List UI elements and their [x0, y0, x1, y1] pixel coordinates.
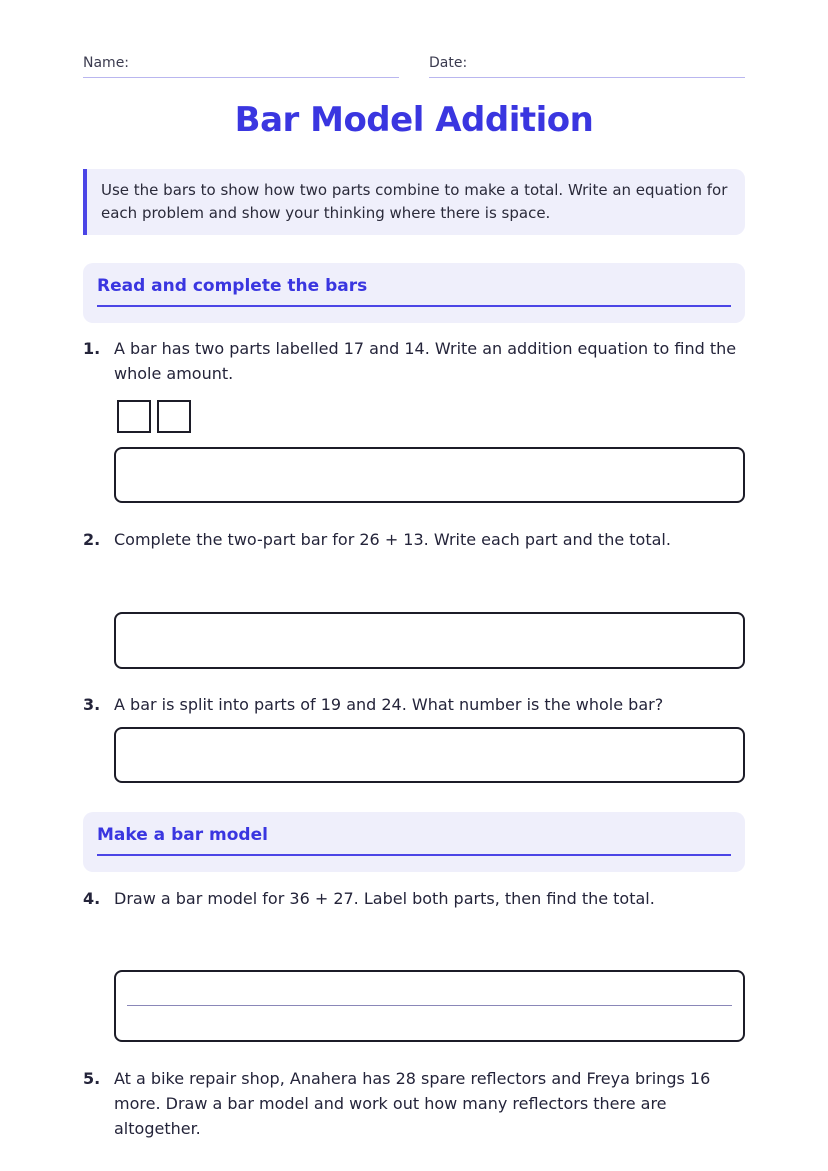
date-label: Date: [429, 55, 468, 71]
question-number: 3. [83, 695, 101, 714]
name-label: Name: [83, 55, 130, 71]
question-5 [83, 1066, 745, 1138]
question-4 [83, 886, 745, 911]
question-3 [83, 692, 745, 717]
name-field[interactable] [83, 52, 399, 78]
answer-box-3[interactable] [114, 727, 745, 783]
question-number: 1. [83, 339, 101, 358]
question-text: A bar is split into parts of 19 and 24. What number is the whole bar? [114, 695, 664, 714]
section-heading-label: Make a bar model [97, 812, 731, 856]
answer-box-1[interactable] [114, 447, 745, 503]
instructions-panel [83, 169, 745, 235]
question-text: Complete the two-part bar for 26 + 13. Write each part and the total. [114, 530, 671, 549]
section-heading-read-complete [83, 263, 745, 323]
section-heading-make-bar-model [83, 812, 745, 872]
date-field[interactable] [429, 52, 745, 78]
bar-part-box-1[interactable] [117, 400, 151, 433]
question-text: A bar has two parts labelled 17 and 14. Write an addition equation to find the whole amount. [114, 339, 737, 383]
question-1 [83, 336, 745, 386]
question-number: 2. [83, 530, 101, 549]
question-text: At a bike repair shop, Anahera has 28 spare reflectors and Freya brings 16 more. Draw a bar model and work out how many reflectors there are altogether. [114, 1069, 711, 1138]
question-2 [83, 527, 745, 552]
answer-writing-line [127, 1005, 732, 1006]
answer-box-4[interactable] [114, 970, 745, 1042]
question-number: 5. [83, 1069, 101, 1088]
question-number: 4. [83, 889, 101, 908]
page-title: Bar Model Addition [234, 100, 594, 140]
question-text: Draw a bar model for 36 + 27. Label both parts, then find the total. [114, 889, 655, 908]
section-heading-label: Read and complete the bars [97, 263, 731, 307]
header-fields [83, 52, 745, 78]
answer-box-2[interactable] [114, 612, 745, 669]
instructions-text: Use the bars to show how two parts combine to make a total. Write an equation for each problem and show your thinking where there is space. [101, 181, 728, 222]
bar-part-box-2[interactable] [157, 400, 191, 433]
